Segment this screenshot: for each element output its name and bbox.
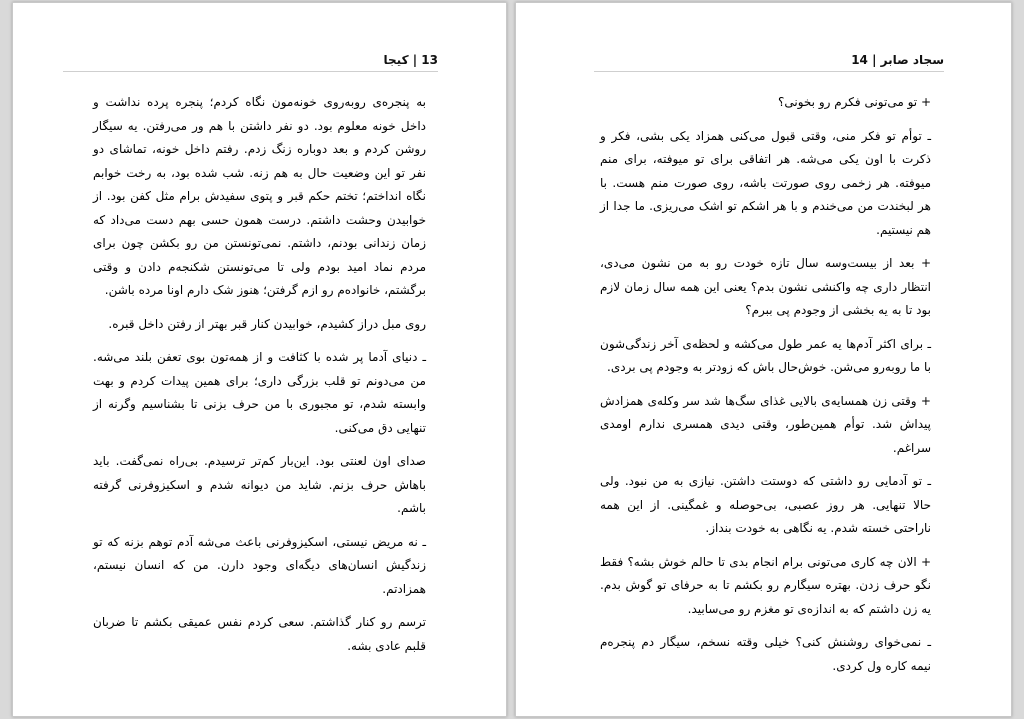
page-body [93,91,426,668]
page-header: 13 | کیجا [63,51,438,72]
paragraph: + وقتی زن همسایه‌ی بالایی غذای سگ‌ها شد سر وکله‌ی همزادش پیداش شد. توأم همین‌طور، وقتی دیدی همسری ندارم اومدی سراغم. [600,393,931,455]
paragraph: ـ برای اکثر آدم‌ها یه عمر طول می‌کشه و لحظه‌ی آخر زندگی‌شون با ما روبه‌رو می‌شن. خوش‌حال باش که زودتر به وجودم پی بردی. [600,336,931,374]
page-header: سجاد صابر | 14 [594,51,944,72]
paragraph: ـ تو آدمایی رو داشتی که دوستت داشتن. نیازی به من نبود. ولی حالا تنهایی. هر روز عصبی، بی‌حوصله و غمگینی. از این همه ناراحتی خسته شدم. یه نگاهی به خودت بنداز. [600,474,931,535]
paragraph: + الان چه کاری می‌تونی برام انجام بدی تا حالم خوش بشه؟ فقط نگو حرف زدن. بهتره سیگارم رو بکشم تا به حرفای تو گوش بدم. یه زن داشتم که به اندازه‌ی تو مغزم رو می‌سابید. [600,554,931,616]
page-13 [12,2,507,717]
paragraph: به پنجره‌ی روبه‌روی خونه‌مون نگاه کردم؛ پنجره پرده نداشت و داخل خونه معلوم بود. دو نفر داشتن با هم ور می‌رفتن. یه سیگار روشن کردم و بعد دوباره زنگ زدم. رفتم داخل خونه، تماشای دو نفر تو این وضعیت حال به هم زنه. شب شده بود، به رخت خوابم نگاه انداختم؛ تختم حکم قبر و پتوی سفیدش برام مثل کفن بود. از خوابیدن وحشت داشتم. درست همون حسی بهم دست می‌داد که زمان زندانی بودنم، داشتم. نمی‌تونستن من رو بکشن چون برای مردم نماد امید بودم ولی تا می‌تونستن شکنجه‌م دادن و وقتی برگشتم، خانواده‌م رو ازم گرفتن؛ هنوز شک دارم اونا مرده باشن. [93,95,426,297]
paragraph: ـ توأم تو فکر منی، وقتی قبول می‌کنی همزاد یکی بشی، فکر و ذکرت با اون یکی می‌شه. هر اتفاقی برای تو میوفته، برای منم میوفته. هر زخمی روی صورتت باشه، روی صورت منم هست. با هر لبخندت من می‌خندم و با هر اشکم تو اشک می‌ریزی. ما جدا از هم نیستیم. [600,128,931,237]
paragraph: ـ نمی‌خوای روشنش کنی؟ خیلی وقته نسخم، سیگار دم پنجره‌م نیمه کاره ول کردی. [600,635,931,673]
paragraph: ـ نه مریض نیستی، اسکیزوفرنی باعث می‌شه آدم توهم بزنه که تو زندگیش انسان‌های دیگه‌ای وجود دارن. من که انسان نیستم، همزادتم. [93,534,426,596]
page-body [600,91,931,688]
paragraph: + تو می‌تونی فکرم رو بخونی؟ [778,95,931,109]
paragraph: ـ دنیای آدما پر شده با کثافت و از همه‌تون بوی تعفن بلند می‌شه. من می‌دونم تو قلب بزرگی داری؛ برای همین پیدات کردم و بهت وابسته شدم، تو مجبوری با من حرف بزنی تا بشناسیم وگرنه از تنهایی دق می‌کنی. [93,350,426,435]
page-14 [515,2,1012,717]
paragraph: ترسم رو کنار گذاشتم. سعی کردم نفس عمیقی بکشم تا ضربان قلبم عادی بشه. [93,615,426,653]
paragraph: + بعد از بیست‌وسه سال تازه خودت رو به من نشون می‌دی، انتظار داری چه واکنشی نشون بدم؟ یعنی این همه سال زمان لازم بود تا به یه بخشی از وجودم پی ببرم؟ [600,256,931,317]
paragraph: روی مبل دراز کشیدم، خوابیدن کنار قبر بهتر از رفتن داخل قبره. [108,316,426,331]
paragraph: صدای اون لعنتی بود. این‌بار کم‌تر ترسیدم. بی‌راه نمی‌گفت. باید باهاش حرف بزنم. شاید من دیوانه شدم و اسکیزوفرنی گرفته باشم. [93,454,426,515]
